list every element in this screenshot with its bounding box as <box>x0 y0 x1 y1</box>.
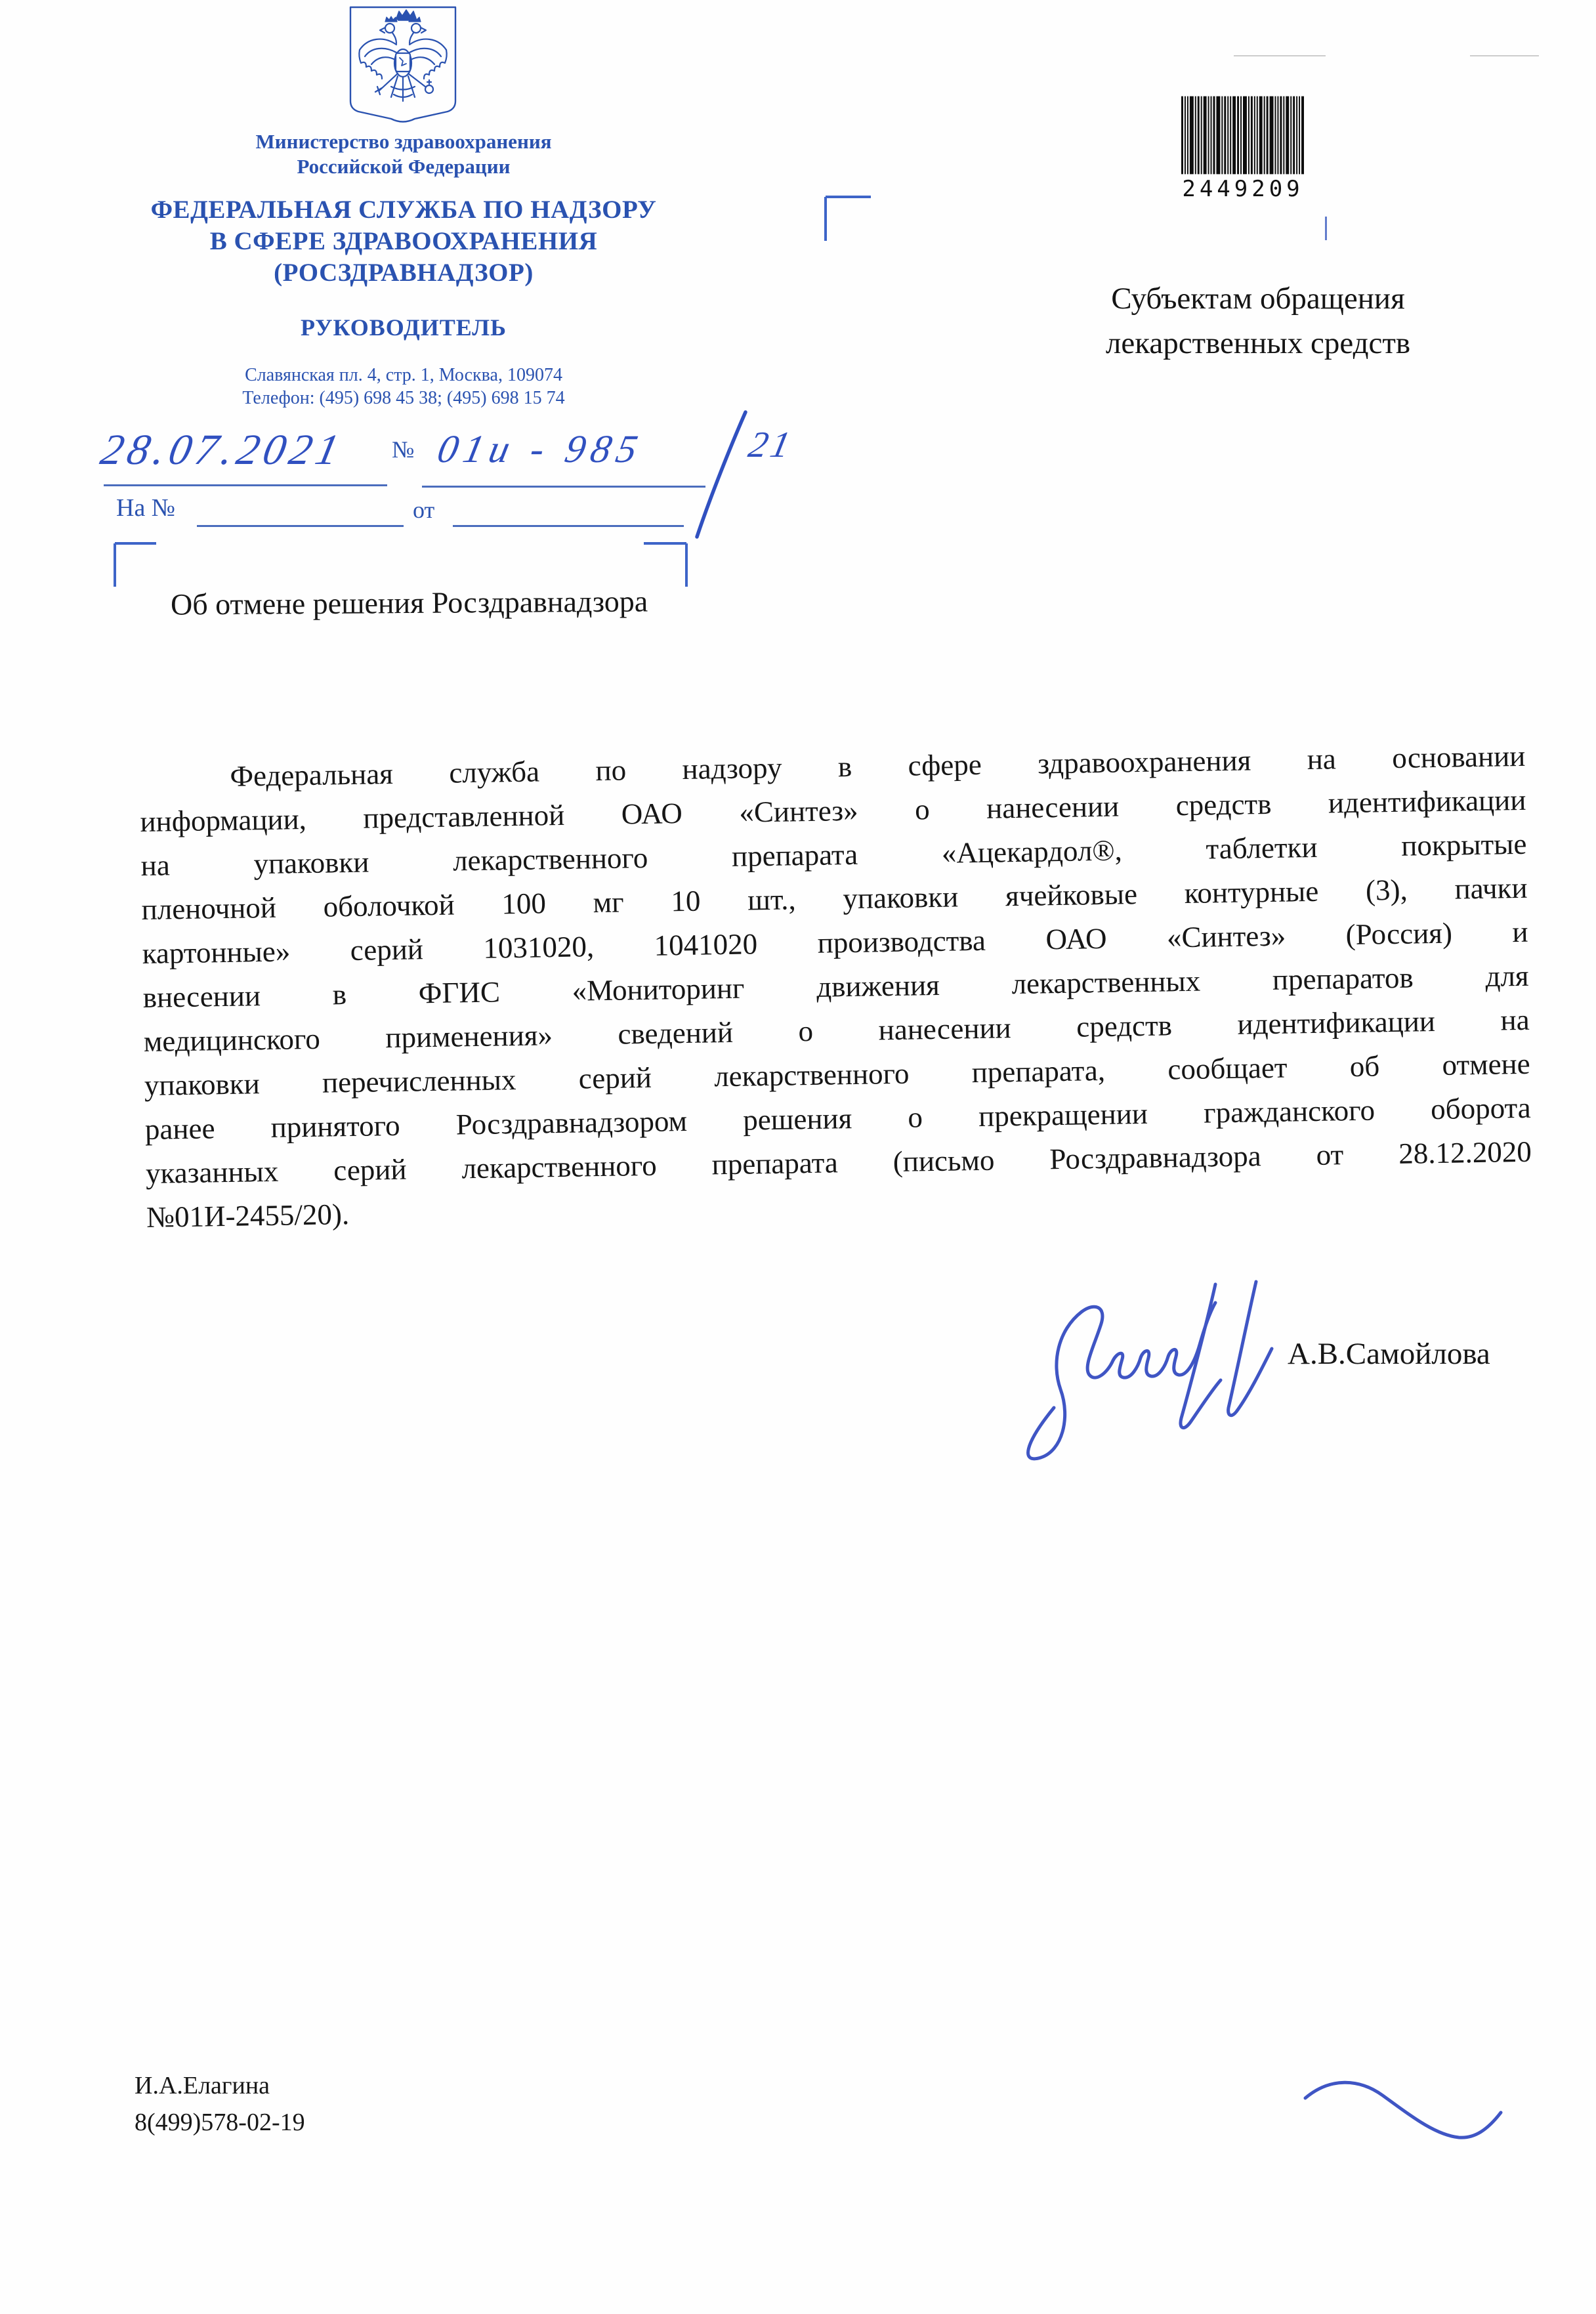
corner-mark-icon <box>110 539 163 592</box>
service-name-line1: ФЕДЕРАЛЬНАЯ СЛУЖБА ПО НАДЗОРУ <box>150 196 657 224</box>
reply-number-underline <box>197 525 404 527</box>
service-name-line3: (РОСЗДРАВНАДЗОР) <box>274 259 534 287</box>
number-underline <box>422 486 705 488</box>
body-line: №01И-2455/20). <box>146 1198 350 1234</box>
reply-number-label: На № <box>116 494 176 522</box>
recipient-line2: лекарственных средств <box>1105 326 1411 360</box>
body-line: медицинского применения» сведений о нанесении средств идентификации на <box>143 1003 1530 1058</box>
signatory-name: А.В.Самойлова <box>1288 1337 1490 1371</box>
corner-mark-icon <box>822 194 874 247</box>
body-line: ранее принятого Росздравнадзором решения о прекращении гражданского оборота <box>144 1091 1532 1146</box>
recipient-line1: Субъектам обращения <box>1111 282 1405 316</box>
barcode-number: 2449209 <box>1182 176 1304 202</box>
service-name-line2: В СФЕРЕ ЗДРАВООХРАНЕНИЯ <box>209 227 598 255</box>
handwritten-date: 28.07.2021 <box>96 426 348 474</box>
reply-date-underline <box>453 525 684 527</box>
barcode <box>1181 96 1305 176</box>
handwritten-number: 01и - 985 <box>434 427 648 471</box>
letterhead-phone: Телефон: (495) 698 45 38; (495) 698 15 74 <box>242 388 565 408</box>
body-line: картонные» серий 1031020, 1041020 производства ОАО «Синтез» (Россия) и <box>142 915 1528 970</box>
body-line: упаковки перечисленных серий лекарственного препарата, сообщает об отмене <box>144 1047 1531 1102</box>
body-line: указанных серий лекарственного препарата (письмо Росздравнадзора от 28.12.2020 <box>145 1135 1532 1190</box>
number-sign-label: № <box>392 436 415 463</box>
letterhead-address: Славянская пл. 4, стр. 1, Москва, 109074 <box>245 365 562 385</box>
executor-phone: 8(499)578-02-19 <box>135 2109 305 2136</box>
scan-artifact-line <box>1234 55 1326 56</box>
body-paragraph <box>139 734 1532 1240</box>
ministry-name-line1: Министерство здравоохранения <box>255 130 552 153</box>
ministry-name-line2: Российской Федерации <box>297 155 511 178</box>
body-line: пленочной оболочкой 100 мг 10 шт., упаковки ячейковые контурные (3), пачки <box>141 871 1528 926</box>
ink-mark <box>1325 217 1327 240</box>
subject-line: Об отмене решения Росздравнадзора <box>170 584 648 621</box>
body-line: Федеральная служба по надзору в сфере здравоохранения на основании <box>230 739 1526 793</box>
pen-stroke <box>1296 2071 1513 2156</box>
handwritten-slash <box>689 406 751 543</box>
body-line: на упаковки лекарственного препарата «Ацекардол®, таблетки покрытые <box>140 827 1527 882</box>
position-title: РУКОВОДИТЕЛЬ <box>301 314 507 341</box>
body-line: внесении в ФГИС «Мониторинг движения лекарственных препаратов для <box>142 959 1529 1014</box>
handwritten-number-suffix: 21 <box>745 425 797 465</box>
body-line: информации, представленной ОАО «Синтез» о нанесении средств идентификации <box>140 783 1526 838</box>
reply-from-label: от <box>413 497 435 523</box>
executor-name: И.А.Елагина <box>135 2072 270 2099</box>
russian-coat-of-arms-icon <box>346 5 459 126</box>
date-underline <box>104 484 387 486</box>
scan-artifact-line <box>1470 55 1539 56</box>
